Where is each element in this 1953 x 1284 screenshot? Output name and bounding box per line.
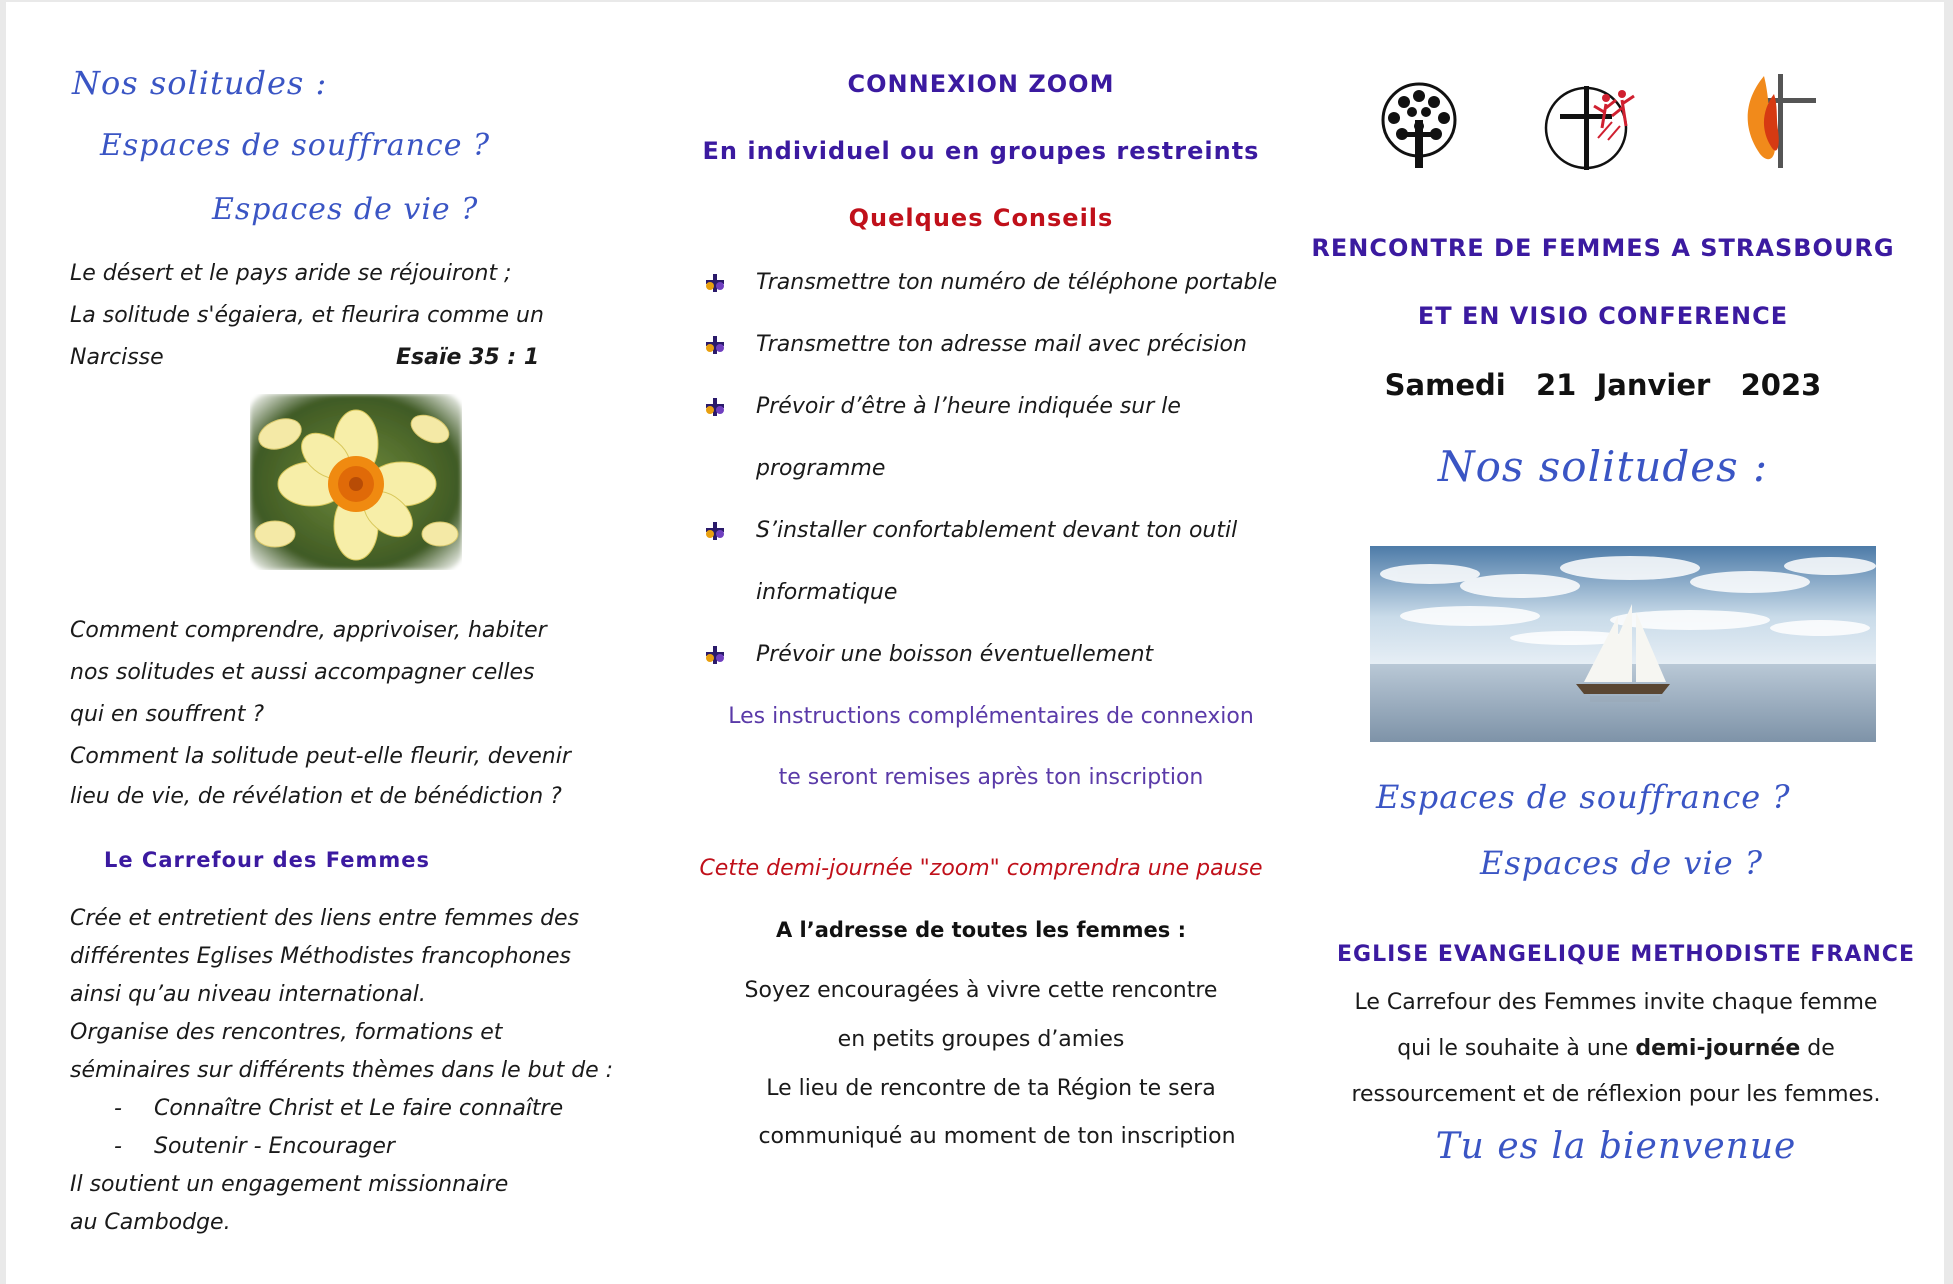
tip-item: S’installer confortablement devant ton outil [756,518,1238,543]
verse-reference: Esaïe 35 : 1 [396,345,540,370]
tip-item: Transmettre ton adresse mail avec précision [756,332,1247,357]
invite-text: de [1800,1036,1835,1061]
advice-heading: Quelques Conseils [848,204,1114,232]
question-line: lieu de vie, de révélation et de bénédiction ? [70,784,562,809]
invite-line [1296,1036,1936,1061]
carrefour-text-line: séminaires sur différents thèmes dans le but de : [70,1058,614,1083]
encouragement-line: communiqué au moment de ton inscription [758,1124,1236,1149]
event-title: RENCONTRE DE FEMMES A STRASBOURG [1311,234,1895,262]
brochure-page [6,2,1944,1284]
goal-item: Connaître Christ et Le faire connaître [154,1096,564,1121]
bullet-icon [704,396,726,418]
daffodil-image [250,394,462,570]
bullet-icon [704,644,726,666]
tip-item: Prévoir une boisson éventuellement [756,642,1154,667]
instructions-line: Les instructions complémentaires de connexion [728,704,1254,729]
question-line: Comment la solitude peut-elle fleurir, devenir [70,744,571,769]
right-subtitle-suffering: Espaces de souffrance ? [1376,778,1791,816]
church-name: EGLISE EVANGELIQUE METHODISTE FRANCE [1337,942,1915,967]
sailboat-image [1370,546,1876,742]
question-line: qui en souffrent ? [70,702,265,727]
left-subtitle-life: Espaces de vie ? [212,192,479,227]
goal-dash: - [114,1096,122,1121]
left-title: Nos solitudes : [72,64,328,102]
verse-line: Le désert et le pays aride se réjouiront ; [70,261,512,286]
carrefour-text-line: Crée et entretient des liens entre femmes des [70,906,580,931]
event-title-visio: ET EN VISIO CONFERENCE [1417,302,1789,330]
tip-item: Transmettre ton numéro de téléphone portable [756,270,1278,295]
zoom-subheading: En individuel ou en groupes restreints [702,137,1260,165]
question-line: nos solitudes et aussi accompagner celles [70,660,535,685]
carrefour-text-line: différentes Eglises Méthodistes francophones [70,944,571,969]
zoom-heading: CONNEXION ZOOM [847,70,1115,98]
mission-line: Il soutient un engagement missionnaire [70,1172,509,1197]
event-date: Samedi 21 Janvier 2023 [1384,368,1822,402]
mission-line: au Cambodge. [70,1210,231,1235]
tip-item-continued: programme [756,456,886,481]
encouragement-line: Soyez encouragées à vivre cette rencontre [744,978,1218,1003]
right-subtitle-life: Espaces de vie ? [1480,844,1763,882]
verse-line: La solitude s'égaiera, et fleurira comme un [70,303,544,328]
question-line: Comment comprendre, apprivoiser, habiter [70,618,547,643]
address-heading: A l’adresse de toutes les femmes : [775,918,1187,942]
right-title: Nos solitudes : [1437,442,1769,491]
carrefour-text-line: ainsi qu’au niveau international. [70,982,426,1007]
methodist-cross-flame-icon [1734,66,1820,170]
carrefour-heading: Le Carrefour des Femmes [104,848,430,872]
verse-line: Narcisse [70,345,164,370]
bullet-icon [704,520,726,542]
invite-text: qui le souhaite à une [1397,1036,1636,1061]
goal-item: Soutenir - Encourager [154,1134,395,1159]
invite-emphasis: demi-journée [1635,1036,1801,1061]
left-subtitle-suffering: Espaces de souffrance ? [100,128,491,163]
encouragement-line: Le lieu de rencontre de ta Région te sera [766,1076,1216,1101]
pause-note: Cette demi-journée "zoom" comprendra une pause [699,856,1263,881]
carrefour-text-line: Organise des rencontres, formations et [70,1020,503,1045]
bullet-icon [704,334,726,356]
tip-item-continued: informatique [756,580,898,605]
encouragement-line: en petits groupes d’amies [837,1027,1125,1052]
invite-line: ressourcement et de réflexion pour les femmes. [1351,1082,1881,1107]
instructions-line: te seront remises après ton inscription [778,765,1204,790]
invite-line: Le Carrefour des Femmes invite chaque femme [1354,990,1878,1015]
welcome-text: Tu es la bienvenue [1435,1126,1797,1167]
bullet-icon [704,272,726,294]
tree-logo-icon [1374,80,1464,172]
goal-dash: - [114,1134,122,1159]
tip-item: Prévoir d’être à l’heure indiquée sur le [756,394,1181,419]
cross-dancers-logo-icon [1542,78,1646,174]
